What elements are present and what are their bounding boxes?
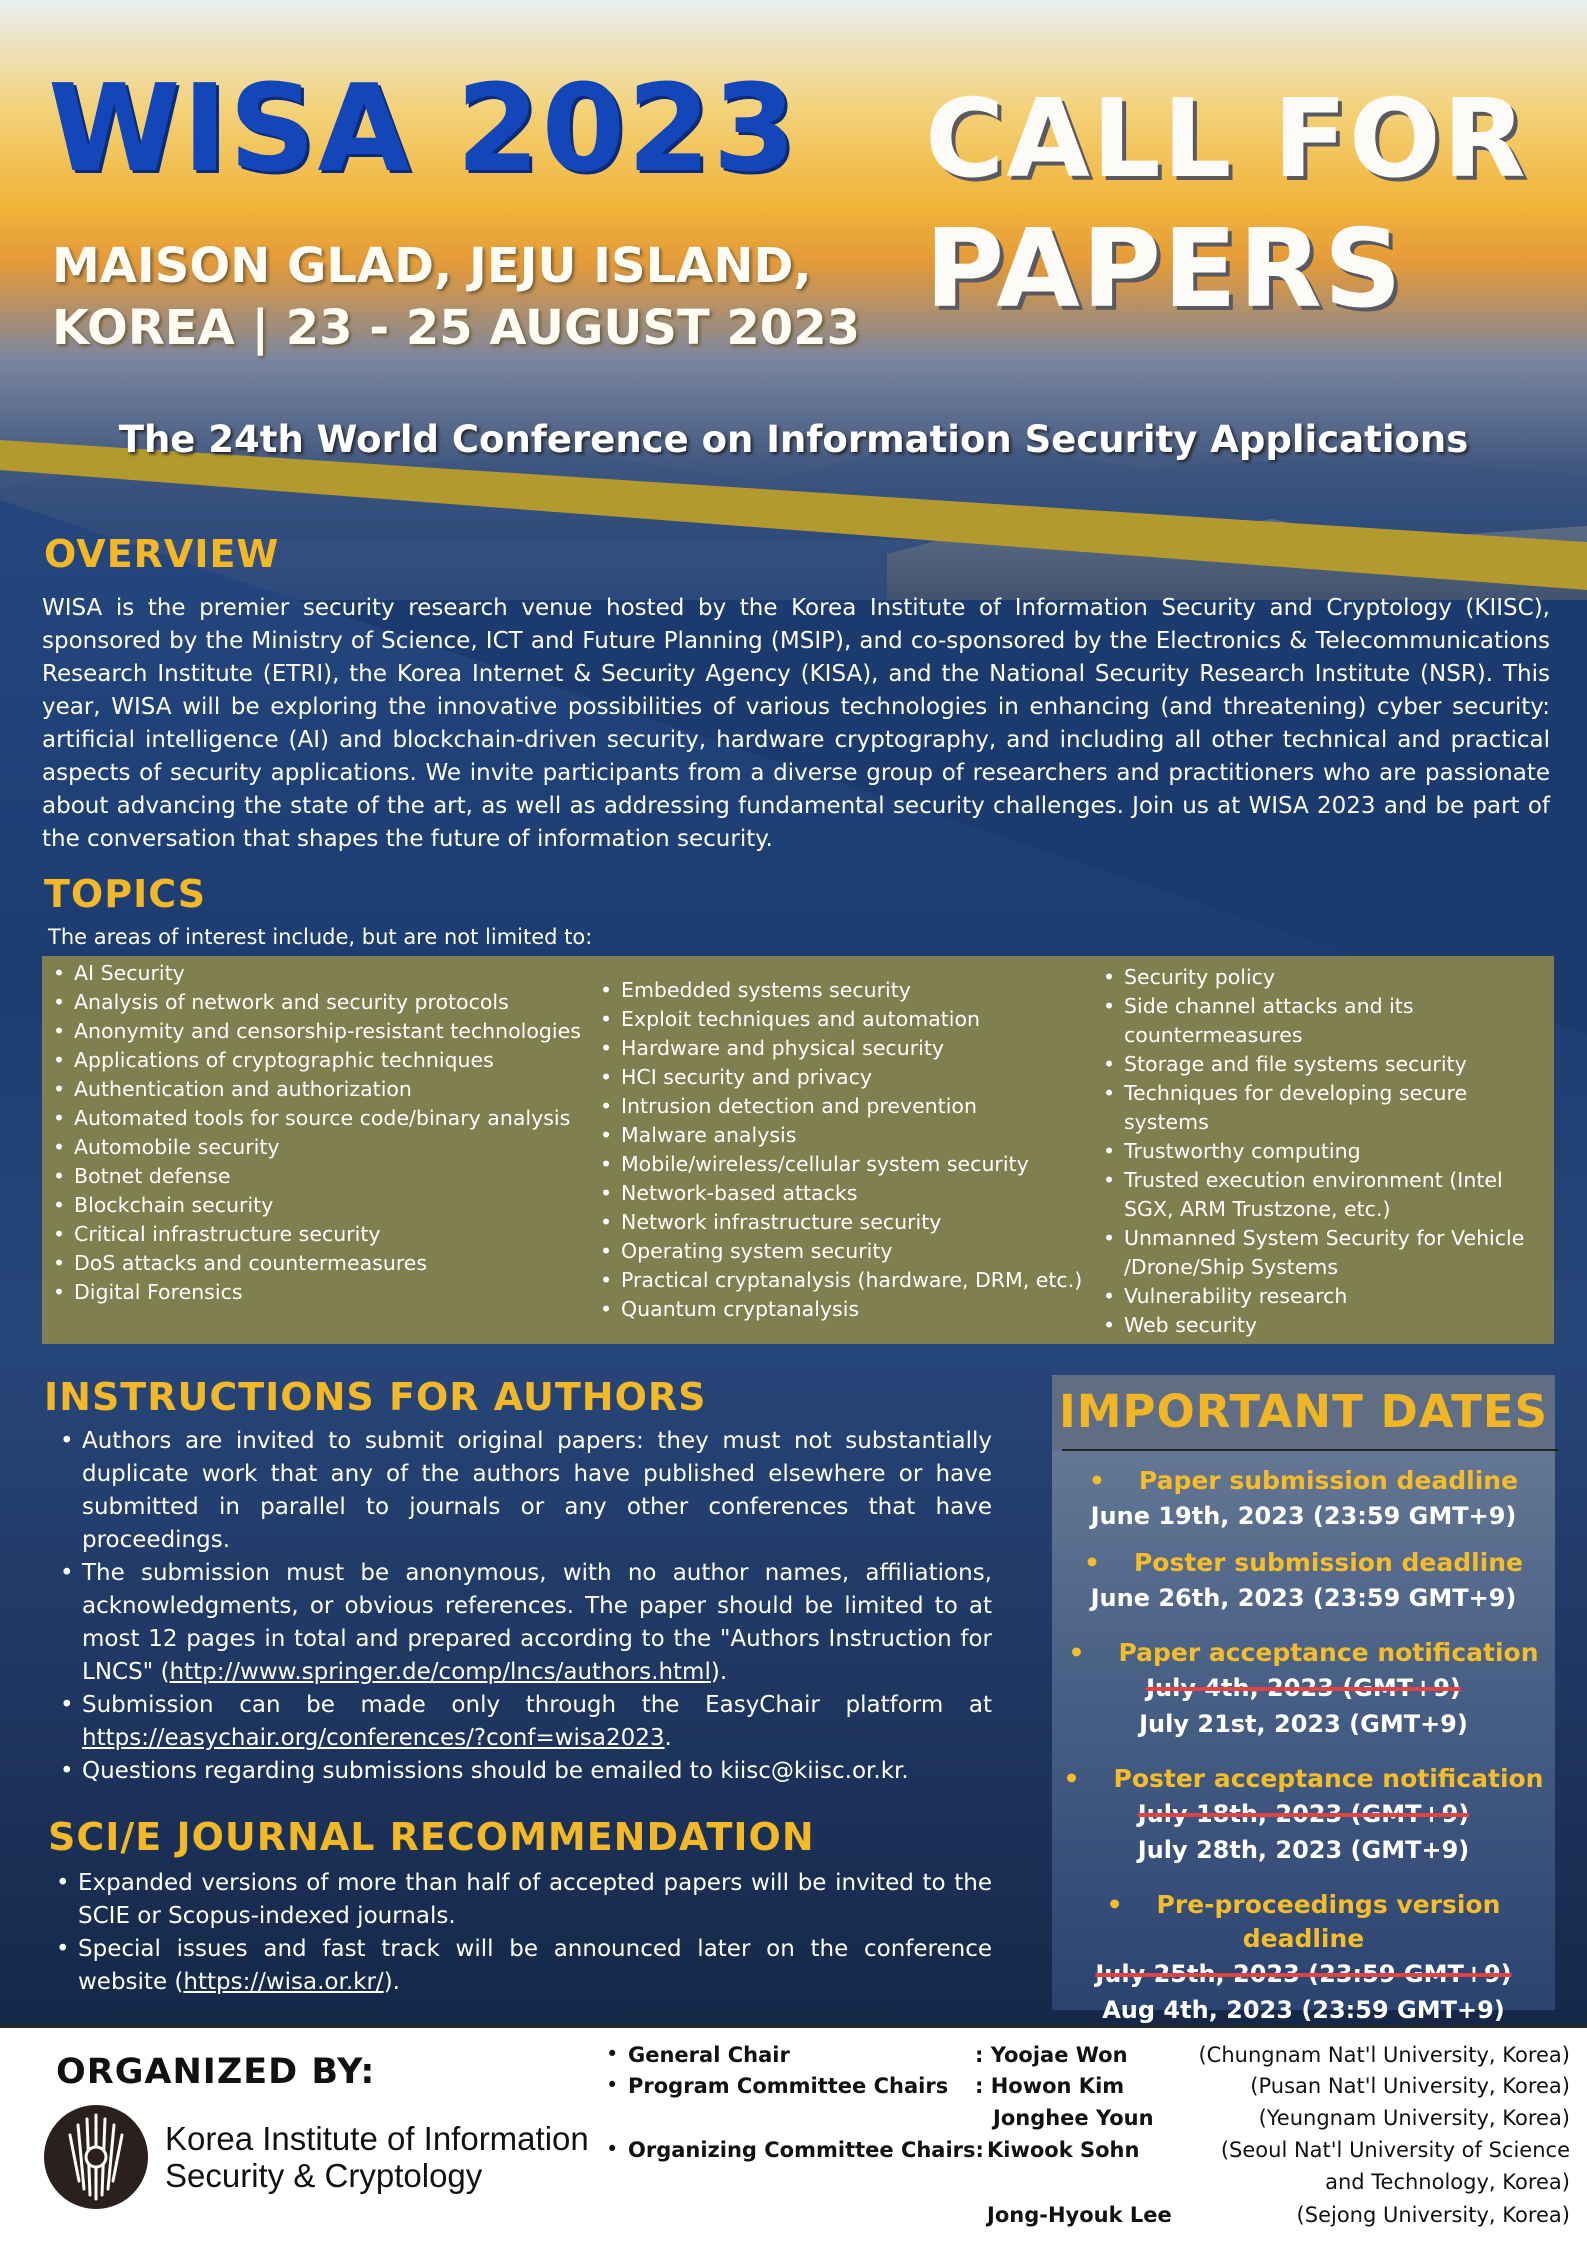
topics-column-1 — [43, 959, 603, 1307]
kiisc-logo-icon — [44, 2105, 148, 2209]
date-old-value: July 18th, 2023 (GMT+9) — [1137, 1800, 1470, 1828]
date-paper-submission — [1052, 1464, 1555, 1534]
date-label: • Poster acceptance notification — [1052, 1762, 1555, 1796]
topic-item: • Network-based attacks — [590, 1179, 1110, 1208]
topic-item: • Blockchain security — [43, 1191, 603, 1220]
topic-item: • Mobile/wireless/cellular system security — [590, 1150, 1110, 1179]
bullet: • — [606, 2042, 619, 2066]
conference-full-name: The 24th World Conference on Information Security Applications — [118, 418, 1469, 461]
instruction-item — [46, 1557, 992, 1689]
date-old-value: July 25th, 2023 (23:59 GMT+9) — [1095, 1960, 1512, 1988]
instruction-text: Submission can be made only through the EasyChair platform at — [82, 1692, 992, 1718]
topic-item: • Hardware and physical security — [590, 1034, 1110, 1063]
program-chair-affiliation: (Pusan Nat'l University, Korea) — [1250, 2074, 1570, 2098]
general-chair-affiliation: (Chungnam Nat'l University, Korea) — [1198, 2043, 1570, 2067]
topic-item: • AI Security — [43, 959, 603, 988]
topic-item: • Intrusion detection and prevention — [590, 1092, 1110, 1121]
footer-divider — [0, 2025, 1587, 2028]
instruction-item — [46, 1689, 992, 1755]
topic-item: • Digital Forensics — [43, 1278, 603, 1307]
date-poster-submission — [1052, 1546, 1555, 1616]
topic-item: • Web security — [1093, 1311, 1553, 1340]
topic-item: • Security policy — [1093, 963, 1553, 992]
journal-list — [42, 1867, 992, 1999]
overview-paragraph: WISA is the premier security research venue hosted by the Korea Institute of Information Security and Cryptology (KIISC), sponsored by the Ministry of Science, ICT and Future Planning (MSIP), and co-sponsored by the Electronics & Telecommunications Research Institute (ETRI), the Korea Internet & Security Agency (KISA), and the National Security Research Institute (NSR). This year, WISA will be exploring the innovative possibilities of various technologies in enhancing (and threatening) cyber security: artificial intelligence (AI) and blockchain-driven security, hardware cryptography, and including all other technical and practical aspects of security applications. We invite participants from a diverse group of researchers and practitioners who are passionate about advancing the state of the art, as well as addressing fundamental security challenges. Join us at WISA 2023 and be part of the conversation that shapes the future of information security. — [42, 595, 1550, 852]
date-pre-proceedings — [1052, 1888, 1555, 2028]
conference-website-link[interactable]: https://wisa.or.kr/ — [183, 1969, 384, 1995]
topic-item: • Authentication and authorization — [43, 1075, 603, 1104]
topic-item: • Critical infrastructure security — [43, 1220, 603, 1249]
springer-link[interactable]: http://www.springer.de/comp/lncs/authors.html — [169, 1659, 711, 1685]
topics-column-2 — [590, 976, 1110, 1324]
date-value: July 28th, 2023 (GMT+9) — [1137, 1836, 1470, 1864]
topic-item: • Analysis of network and security protocols — [43, 988, 603, 1017]
instruction-item: • Authors are invited to submit original papers: they must not substantially duplicate work that any of the authors have published elsewhere or have submitted in parallel to journals or any other conferences that have proceedings. — [46, 1425, 992, 1557]
topic-item: • Operating system security — [590, 1237, 1110, 1266]
program-chair-name: : Howon Kim — [975, 2074, 1125, 2098]
date-label: • Poster submission deadline — [1052, 1546, 1555, 1580]
topic-item: • DoS attacks and countermeasures — [43, 1249, 603, 1278]
organizing-chair-affiliation: (Seoul Nat'l University of Science — [1220, 2138, 1570, 2162]
conference-acronym-title: WISA 2023 — [48, 60, 799, 199]
topic-item: • Anonymity and censorship-resistant technologies — [43, 1017, 603, 1046]
instruction-text: ). — [710, 1659, 728, 1685]
topic-item: • Practical cryptanalysis (hardware, DRM, etc.) — [590, 1266, 1110, 1295]
journal-item: • Expanded versions of more than half of accepted papers will be invited to the SCIE or Scopus-indexed journals. — [42, 1867, 992, 1933]
topic-item: • Techniques for developing secure systems — [1093, 1079, 1553, 1137]
organizing-chairs-role: Organizing Committee Chairs: — [628, 2138, 984, 2162]
organizer-name-line-1: Korea Institute of Information — [165, 2120, 589, 2157]
important-dates-divider — [1062, 1449, 1558, 1451]
journal-text: ). — [383, 1969, 400, 1995]
date-label: • Paper acceptance notification — [1052, 1636, 1555, 1670]
topic-item: • Storage and file systems security — [1093, 1050, 1553, 1079]
date-value: Aug 4th, 2023 (23:59 GMT+9) — [1102, 1996, 1505, 2024]
journal-heading: SCI/E JOURNAL RECOMMENDATION — [48, 1815, 815, 1859]
general-chair-name: : Yoojae Won — [975, 2043, 1128, 2067]
call-for-papers-title: CALL FOR PAPERS — [925, 77, 1528, 332]
topic-item: • Side channel attacks and its countermeasures — [1093, 992, 1553, 1050]
date-paper-acceptance — [1052, 1636, 1555, 1742]
date-poster-acceptance — [1052, 1762, 1555, 1868]
organizing-chair-affiliation-cont: and Technology, Korea) — [1325, 2170, 1570, 2194]
journal-text: Special issues and fast track will be announced later on the conference website ( — [78, 1936, 992, 1995]
organizing-chair-name: Jong-Hyouk Lee — [987, 2203, 1172, 2227]
instruction-text: The submission must be anonymous, with no author names, affiliations, acknowledgments, or obvious references. The paper should be limited to at most 12 pages in total and prepared according to the "Authors Instruction for LNCS" ( — [82, 1560, 992, 1685]
venue-line-1: MAISON GLAD, JEJU ISLAND, — [52, 238, 812, 294]
topics-heading: TOPICS — [44, 872, 207, 916]
topic-item: • Unmanned System Security for Vehicle /Drone/Ship Systems — [1093, 1224, 1553, 1282]
instruction-item: • Questions regarding submissions should be emailed to kiisc@kiisc.or.kr. — [46, 1755, 992, 1788]
date-old-value: July 4th, 2023 (GMT+9) — [1146, 1674, 1461, 1702]
topic-item: • Vulnerability research — [1093, 1282, 1553, 1311]
topics-column-3 — [1093, 963, 1553, 1340]
organized-by-heading: ORGANIZED BY: — [56, 2052, 376, 2092]
overview-heading: OVERVIEW — [44, 532, 280, 576]
venue-and-dates — [52, 235, 932, 359]
instruction-text: . — [664, 1725, 672, 1751]
venue-line-2: KOREA | 23 - 25 AUGUST 2023 — [52, 300, 860, 356]
topic-item: • Applications of cryptographic techniques — [43, 1046, 603, 1075]
date-value: July 21st, 2023 (GMT+9) — [1139, 1710, 1468, 1738]
topic-item: • Automated tools for source code/binary analysis — [43, 1104, 603, 1133]
topics-intro: The areas of interest include, but are not limited to: — [48, 925, 593, 949]
topic-item: • Embedded systems security — [590, 976, 1110, 1005]
instructions-list — [46, 1425, 992, 1788]
organizing-chair-affiliation: (Sejong University, Korea) — [1296, 2203, 1570, 2227]
topic-item: • Trustworthy computing — [1093, 1137, 1553, 1166]
organizer-name-line-2: Security & Cryptology — [165, 2157, 483, 2194]
topic-item: • HCI security and privacy — [590, 1063, 1110, 1092]
topic-item: • Automobile security — [43, 1133, 603, 1162]
date-value: June 19th, 2023 (23:59 GMT+9) — [1090, 1502, 1517, 1530]
important-dates-heading: IMPORTANT DATES — [1059, 1385, 1548, 1438]
easychair-link[interactable]: https://easychair.org/conferences/?conf=wisa2023 — [82, 1725, 665, 1751]
program-chair-affiliation: (Yeungnam University, Korea) — [1258, 2106, 1570, 2130]
topic-item: • Quantum cryptanalysis — [590, 1295, 1110, 1324]
journal-item — [42, 1933, 992, 1999]
topic-item: • Trusted execution environment (Intel SGX, ARM Trustzone, etc.) — [1093, 1166, 1553, 1224]
organizing-chair-name: Kiwook Sohn — [987, 2138, 1140, 2162]
organizer-name — [165, 2120, 589, 2194]
bullet: • — [606, 2137, 619, 2161]
topic-item: • Botnet defense — [43, 1162, 603, 1191]
date-value: June 26th, 2023 (23:59 GMT+9) — [1090, 1584, 1517, 1612]
bullet: • — [606, 2073, 619, 2097]
instructions-heading: INSTRUCTIONS FOR AUTHORS — [44, 1375, 707, 1419]
topic-item: • Malware analysis — [590, 1121, 1110, 1150]
program-chairs-role: Program Committee Chairs — [628, 2074, 949, 2098]
topic-item: • Network infrastructure security — [590, 1208, 1110, 1237]
general-chair-role: General Chair — [628, 2043, 790, 2067]
date-label: • Pre-proceedings version deadline — [1052, 1888, 1555, 1956]
program-chair-name: Jonghee Youn — [993, 2106, 1154, 2130]
topic-item: • Exploit techniques and automation — [590, 1005, 1110, 1034]
date-label: • Paper submission deadline — [1052, 1464, 1555, 1498]
